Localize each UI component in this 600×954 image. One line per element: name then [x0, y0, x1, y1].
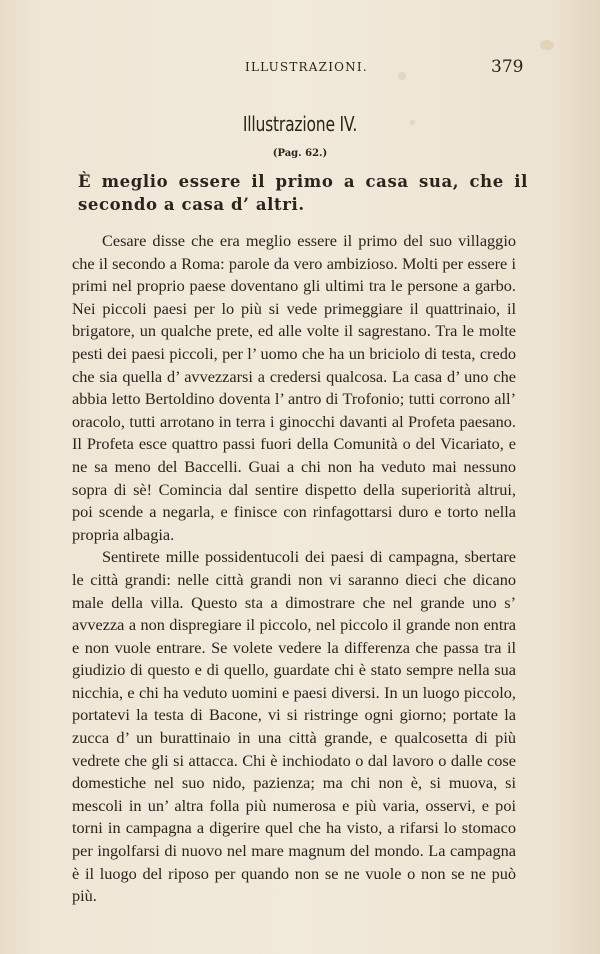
paragraph: Sentirete mille possidentucoli dei paesi di campagna, sbertare le città grandi: nelle città grandi non vi saranno dieci che dicano male della villa. Questo sta a dimostrare che nel grande uno s’ avvezza a non dispregiare il piccolo, nel piccolo il grande non entra e non vuole entrare. Se volete vedere la differenza che passa tra il giudizio di questo e di quello, guardate chi è stato sempre nella sua nicchia, e chi ha veduto uomini e paesi diversi. In un luogo piccolo, portatevi la testa di Bacone, vi si ristringe ogni giorno; portate la zucca d’ un burattinaio in una città grande, e qualcosetta di più vedrete che gli si attacca. Chi è inchiodato o dal lavoro o dalle cose domestiche nel suo nido, pazienza; ma chi non è, si muova, si mescoli in un’ altra folla più numerosa e più varia, osservi, e poi torni in campagna a digerire quel che ha visto, a rifarsi lo stomaco per ingolfarsi di nuovo nel mare magnum del mondo. La campagna è il luogo del riposo per quando non se ne vuole o non se ne può più.	[72, 547, 516, 906]
page-header	[0, 58, 600, 82]
foxing-spot	[540, 40, 554, 50]
running-title: ILLUSTRAZIONI.	[245, 60, 368, 74]
page-reference: (Pag. 62.)	[272, 148, 328, 159]
section-heading: È meglio essere il primo a casa sua, che il secondo a casa d’ altri.	[78, 172, 528, 214]
paragraph: Cesare disse che era meglio essere il primo del suo villaggio che il secondo a Roma: parole da vero ambizioso. Molti per essere i primi nel proprio paese doventano gli ultimi tra le persone a garbo. Nei piccoli paesi per lo più si vede primeggiare il quattrinaio, il brigatore, un qualche prete, ed alle volte il sagrestano. Tra le molte pesti dei paesi piccoli, per l’ uomo che ha un briciolo di testa, credo che sia quella d’ avvezzarsi a credersi qualcosa. La casa d’ uno che abbia letto Bertoldino doventa l’ antro di Trofonio; tutti corrono all’ oracolo, tutti arrotano in terra i ginocchi davanti al Profeta paesano. Il Profeta esce quattro passi fuori della Comunità o del Vicariato, e ne sa meno del Baccelli. Guai a chi non ha veduto mai nessuno sopra di sè! Comincia dal sentire dispetto della superiorità altrui, poi scende a negarla, e finisce con rinfagottarsi duro e torto nella propria albagia.	[72, 231, 516, 544]
page-number: 379	[491, 57, 524, 77]
body-text	[72, 230, 516, 908]
illustration-title: Illustrazione IV.	[242, 112, 358, 136]
